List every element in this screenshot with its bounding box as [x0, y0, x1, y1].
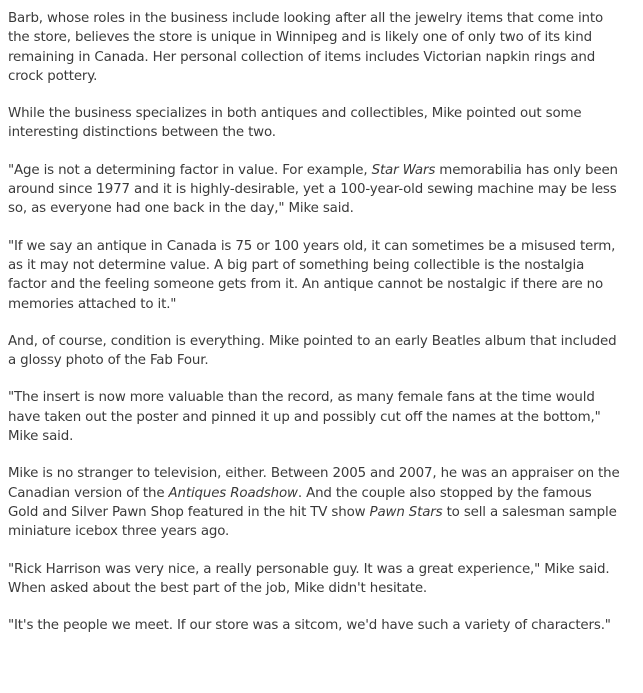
paragraph-text: "Age is not a determining factor in value. For example, [8, 162, 372, 178]
paragraph-text: Barb, whose roles in the business include looking after all the jewelry items that come into the store, believes the store is unique in Winnipeg and is likely one of only two of its kind remaining in Canada. Her personal collection of items includes Victorian napkin rings and crock pottery. [8, 11, 604, 84]
paragraph-insert-quote [8, 388, 623, 446]
paragraph-television [8, 464, 623, 541]
article-body [8, 9, 623, 653]
paragraph-text: "The insert is now more valuable than the record, as many female fans at the time would have taken out the poster and pinned it up and possibly cut off the names at the bottom," Mike said. [8, 390, 601, 445]
paragraph-rick-harrison-quote [8, 560, 623, 599]
paragraph-distinctions [8, 104, 623, 143]
paragraph-text: "Rick Harrison was very nice, a really personable guy. It was a great experience," Mike said. When asked about the best part of the job, Mike didn't hesitate. [8, 561, 610, 596]
paragraph-text: "If we say an antique in Canada is 75 or 100 years old, it can sometimes be a misused term, as it may not determine value. A big part of something being collectible is the nostalgia factor and the feeling someone gets from it. An antique cannot be nostalgic if there are no memories attached to it." [8, 238, 616, 312]
paragraph-antique-quote [8, 237, 623, 314]
paragraph-text: . And the couple also stopped by the famous Gold and Silver Pawn Shop featured in the hit TV show [8, 485, 592, 520]
italic-title-antiques-roadshow: Antiques Roadshow [168, 485, 298, 501]
paragraph-text: While the business specializes in both antiques and collectibles, Mike pointed out some interesting distinctions between the two. [8, 106, 582, 141]
paragraph-people-quote [8, 616, 623, 635]
paragraph-barb-roles [8, 9, 623, 86]
paragraph-text: And, of course, condition is everything. Mike pointed to an early Beatles album that included a glossy photo of the Fab Four. [8, 333, 617, 369]
paragraph-text: to sell a salesman sample miniature icebox three years ago. [8, 504, 617, 540]
paragraph-text: "It's the people we meet. If our store was a sitcom, we'd have such a variety of characters." [8, 618, 611, 634]
italic-title-star-wars: Star Wars [371, 162, 436, 178]
paragraph-age-quote [8, 161, 623, 219]
italic-title-pawn-stars: Pawn Stars [369, 504, 443, 520]
paragraph-text: Mike is no stranger to television, either. Between 2005 and 2007, he was an appraiser on the Canadian version of the [8, 466, 620, 501]
paragraph-text: memorabilia has only been around since 1977 and it is highly-desirable, yet a 100-year-old sewing machine may be less so, as everyone had one back in the day," Mike said. [8, 162, 618, 217]
paragraph-condition [8, 332, 623, 371]
